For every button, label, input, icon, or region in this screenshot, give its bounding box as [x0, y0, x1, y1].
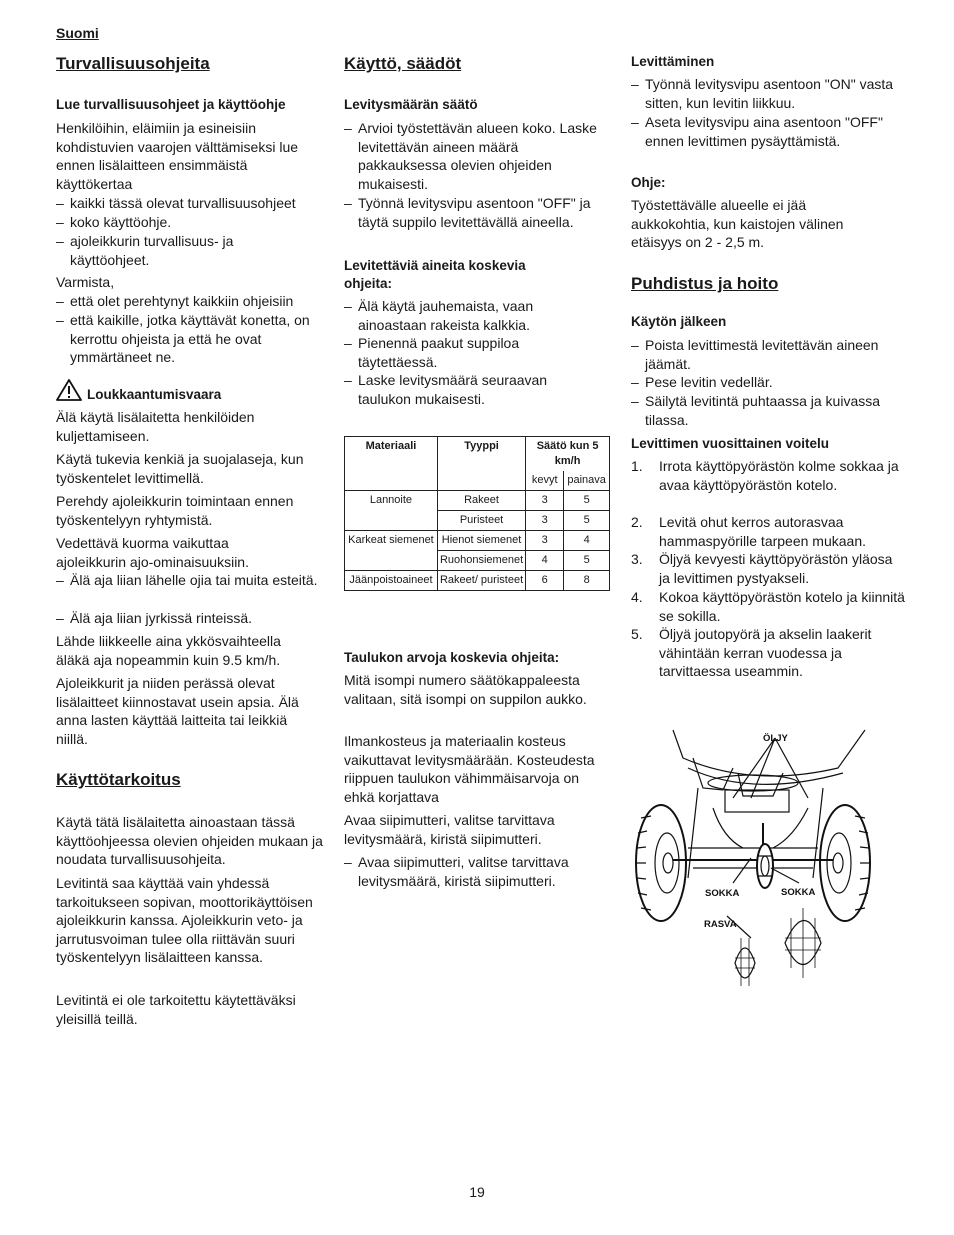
- table-header-material: Materiaali: [345, 437, 438, 491]
- table-cell: Lannoite: [345, 491, 438, 531]
- table-header-heavy: painava: [564, 471, 610, 491]
- table-row: [345, 571, 610, 591]
- table-cell: 5: [564, 551, 610, 571]
- list-item: – kaikki tässä olevat turvallisuusohjeet: [56, 194, 338, 213]
- label-pin-left: SOKKA: [705, 888, 740, 899]
- paragraph: Ajoleikkurit ja niiden perässä olevat lisälaitteet kiinnostavat usein apsia. Älä anna lasten käyttää laitteita tai leikkiä niillä.: [56, 675, 299, 747]
- table-cell: 4: [564, 531, 610, 551]
- list-item: – Älä aja liian lähelle ojia tai muita esteitä.: [56, 571, 330, 590]
- paragraph: Mitä isompi numero säätökappaleesta valitaan, sitä isompi on suppilon aukko.: [344, 672, 587, 707]
- item-number: 4.: [631, 589, 643, 605]
- subheading-annual-lubrication: Levittimen vuosittainen voitelu: [631, 436, 830, 451]
- list-item: – Poista levittimestä levitettävän aineen jäämät.: [631, 336, 885, 373]
- paragraph: Käytä tukevia kenkiä ja suojalaseja, kun työskentelet levittimellä.: [56, 451, 304, 486]
- subheading-materials: Levitettäviä aineita koskevia ohjeita:: [344, 258, 526, 291]
- table-cell: 5: [564, 491, 610, 511]
- heading-purpose: Käyttötarkoitus: [56, 770, 181, 789]
- subheading-spreading: Levittäminen: [631, 54, 715, 69]
- subheading-note: Ohje:: [631, 175, 666, 190]
- table-cell: 3: [526, 511, 564, 531]
- table-row: [345, 531, 610, 551]
- table-header-type: Tyyppi: [437, 437, 525, 491]
- table-cell: 6: [526, 571, 564, 591]
- label-oil: ÖLJY: [763, 733, 788, 744]
- item-text: Kokoa käyttöpyörästön kotelo ja kiinnitä se sokilla.: [659, 589, 905, 624]
- spread-settings-table: [344, 436, 610, 591]
- list-item: – että kaikille, jotka käyttävät konetta, on kerrottu ohjeista ja että he ovat ymmärtäneet ne.: [56, 311, 332, 367]
- paragraph: Käytä tätä lisälaitetta ainoastaan tässä käyttöohjeessa olevien ohjeiden mukaan ja noudata turvallisuusohjeita.: [56, 814, 323, 868]
- item-text: Öljyä joutopyörä ja akselin laakerit vähintään kerran vuodessa ja tarvittaessa useammin.: [659, 626, 872, 680]
- table-cell: Puristeet: [437, 511, 525, 531]
- paragraph: Avaa siipimutteri, valitse tarvittava levitysmäärä, kiristä siipimutteri.: [344, 812, 555, 847]
- numbered-item: [631, 550, 905, 587]
- table-cell: 4: [526, 551, 564, 571]
- warning-icon: [56, 379, 82, 406]
- table-header-light: kevyt: [526, 471, 564, 491]
- table-cell: 3: [526, 531, 564, 551]
- spreader-lubrication-figure: [633, 728, 871, 992]
- list-item: – Pese levitin vedellär.: [631, 373, 885, 392]
- label-pin-right: SOKKA: [781, 887, 816, 898]
- paragraph: Levitintä saa käyttää vain yhdessä tarkoitukseen sopivan, moottorikäyttöisen ajoleikkurin kanssa. Ajoleikkurin veto- ja jarrutusvoiman tulee olla riittävän suuri työskentelyyn lisälaitteen kanssa.: [56, 875, 313, 966]
- paragraph-read: Henkilöihin, eläimiin ja esineisiin kohdistuvien vaarojen välttämiseksi lue ennen lisälaitteen ensimmäistä käyttökertaa: [56, 120, 299, 192]
- list-item: – Älä käytä jauhemaista, vaan ainoastaan rakeista kalkkia.: [344, 297, 588, 334]
- list-item: – että olet perehtynyt kaikkiin ohjeisiin: [56, 292, 338, 311]
- item-text: Levitä ohut kerros autorasvaa hammaspyörille tarpeen mukaan.: [659, 514, 866, 549]
- item-text: Öljyä kevyesti käyttöpyörästön yläosa ja levittimen pystyakseli.: [659, 551, 893, 586]
- numbered-item: [631, 457, 905, 494]
- list-item: – Arvioi työstettävän alueen koko. Laske levitettävän aineen määrä pakkauksessa olevien ohjeiden mukaisesti.: [344, 119, 598, 193]
- paragraph: Ilmankosteus ja materiaalin kosteus vaikuttavat levitysmäärään. Kosteudesta riippuen taulukon vähimmäisarvoja on ehkä korjattava: [344, 733, 595, 805]
- paragraph-note: Työstettävälle alueelle ei jää aukkokohtia, kun kaistojen välinen etäisyys on 2 - 2,5 m.: [631, 197, 844, 251]
- table-cell: 5: [564, 511, 610, 531]
- paragraph: Perehdy ajoleikkurin toimintaan ennen työskentelyyn ryhtymistä.: [56, 493, 294, 528]
- list-item: – Työnnä levitysvipu asentoon "OFF" ja täytä suppilo levitettävällä aineella.: [344, 194, 620, 231]
- heading-use-adjustments: Käyttö, säädöt: [344, 54, 462, 73]
- label-grease: RASVA: [704, 919, 737, 930]
- language-label: Suomi: [56, 25, 99, 41]
- page-number: 19: [469, 1184, 485, 1200]
- heading-cleaning: Puhdistus ja hoito: [631, 274, 779, 293]
- subheading-rate: Levitysmäärän säätö: [344, 97, 478, 112]
- item-number: 1.: [631, 458, 643, 474]
- paragraph: Levitintä ei ole tarkoitettu käytettäväksi yleisillä teillä.: [56, 992, 296, 1027]
- paragraph: Älä käytä lisälaitetta henkilöiden kuljettamiseen.: [56, 409, 255, 444]
- table-cell: Rakeet/ puristeet: [437, 571, 525, 591]
- list-item: – Pienennä paakut suppiloa täytettäessä.: [344, 334, 568, 371]
- subheading-after-use: Käytön jälkeen: [631, 314, 727, 329]
- table-cell: Jäänpoistoaineet: [345, 571, 438, 591]
- numbered-item: [631, 513, 905, 550]
- list-item: – Avaa siipimutteri, valitse tarvittava levitysmäärä, kiristä siipimutteri.: [344, 853, 610, 890]
- subheading-table-notes: Taulukon arvoja koskevia ohjeita:: [344, 650, 560, 665]
- list-item: – koko käyttöohje.: [56, 213, 338, 232]
- item-number: 3.: [631, 551, 643, 567]
- list-item: – Säilytä levitintä puhtaassa ja kuivassa tilassa.: [631, 392, 885, 429]
- table-header-setting: Säätö kun 5 km/h: [526, 437, 610, 472]
- list-item: – ajoleikkurin turvallisuus- ja käyttöohjeet.: [56, 232, 290, 269]
- heading-safety: Turvallisuusohjeita: [56, 54, 210, 73]
- table-cell: Ruohonsiemenet: [437, 551, 525, 571]
- list-item: – Työnnä levitysvipu asentoon "ON" vasta sitten, kun levitin liikkuu.: [631, 75, 901, 112]
- paragraph: Vedettävä kuorma vaikuttaa ajoleikkurin ajo-ominaisuuksiin.: [56, 535, 249, 570]
- paragraph-ensure: Varmista,: [56, 274, 115, 290]
- item-number: 2.: [631, 514, 643, 530]
- subheading-read-instructions: Lue turvallisuusohjeet ja käyttöohje: [56, 97, 286, 112]
- item-text: Irrota käyttöpyörästön kolme sokkaa ja avaa käyttöpyörästön kotelo.: [659, 458, 899, 493]
- list-item: – Älä aja liian jyrkissä rinteissä.: [56, 609, 330, 628]
- list-item: – Laske levitysmäärä seuraavan taulukon mukaisesti.: [344, 371, 598, 408]
- warning-title: Loukkaantumisvaara: [87, 387, 222, 402]
- numbered-item: [631, 588, 905, 625]
- table-cell: 3: [526, 491, 564, 511]
- item-number: 5.: [631, 626, 643, 642]
- paragraph: Lähde liikkeelle aina ykkösvaihteella äläkä aja nopeammin kuin 9.5 km/h.: [56, 633, 281, 668]
- table-cell: Hienot siemenet: [437, 531, 525, 551]
- table-cell: 8: [564, 571, 610, 591]
- table-cell: Karkeat siemenet: [345, 531, 438, 571]
- list-item: – Aseta levitysvipu aina asentoon "OFF" ennen levittimen pysäyttämistä.: [631, 113, 893, 150]
- numbered-item: [631, 625, 905, 681]
- table-cell: Rakeet: [437, 491, 525, 511]
- table-row: [345, 491, 610, 511]
